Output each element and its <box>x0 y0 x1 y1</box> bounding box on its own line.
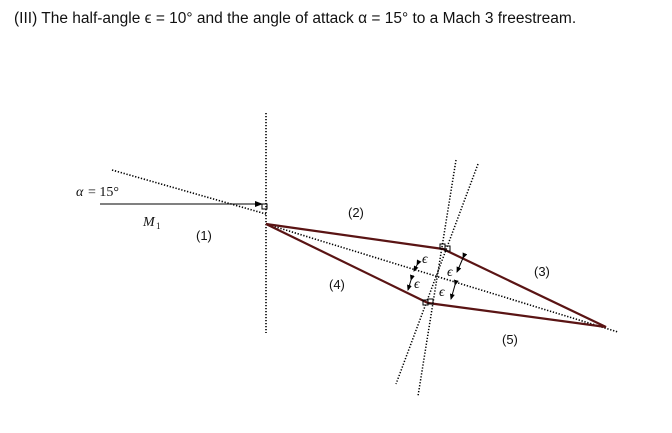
epsilon-arrow-right-lower <box>451 285 455 299</box>
shoulder-normal-line-lower <box>396 164 478 384</box>
region-2-label: (2) <box>348 205 364 220</box>
region-5-label: (5) <box>502 332 518 347</box>
mach-symbol: M <box>143 215 155 230</box>
alpha-symbol: α <box>76 185 84 200</box>
alpha-value: = 15° <box>88 185 119 200</box>
region-1-label: (1) <box>196 228 212 243</box>
region-3-label: (3) <box>534 264 550 279</box>
epsilon-arrow-right-upper <box>457 258 463 272</box>
freestream-direction-line <box>112 170 266 214</box>
mach-subscript: 1 <box>156 221 161 231</box>
epsilon-label-2: ϵ <box>414 277 420 292</box>
region-4-label: (4) <box>329 277 345 292</box>
epsilon-arrow-left-lower <box>408 280 411 290</box>
problem-statement: (III) The half-angle ϵ = 10° and the angle of attack α = 15° to a Mach 3 freestream. <box>14 10 577 27</box>
chord-line <box>266 224 618 332</box>
epsilon-label-4: ϵ <box>439 285 445 300</box>
epsilon-label-1: ϵ <box>422 252 428 267</box>
epsilon-label-3: ϵ <box>447 265 453 280</box>
